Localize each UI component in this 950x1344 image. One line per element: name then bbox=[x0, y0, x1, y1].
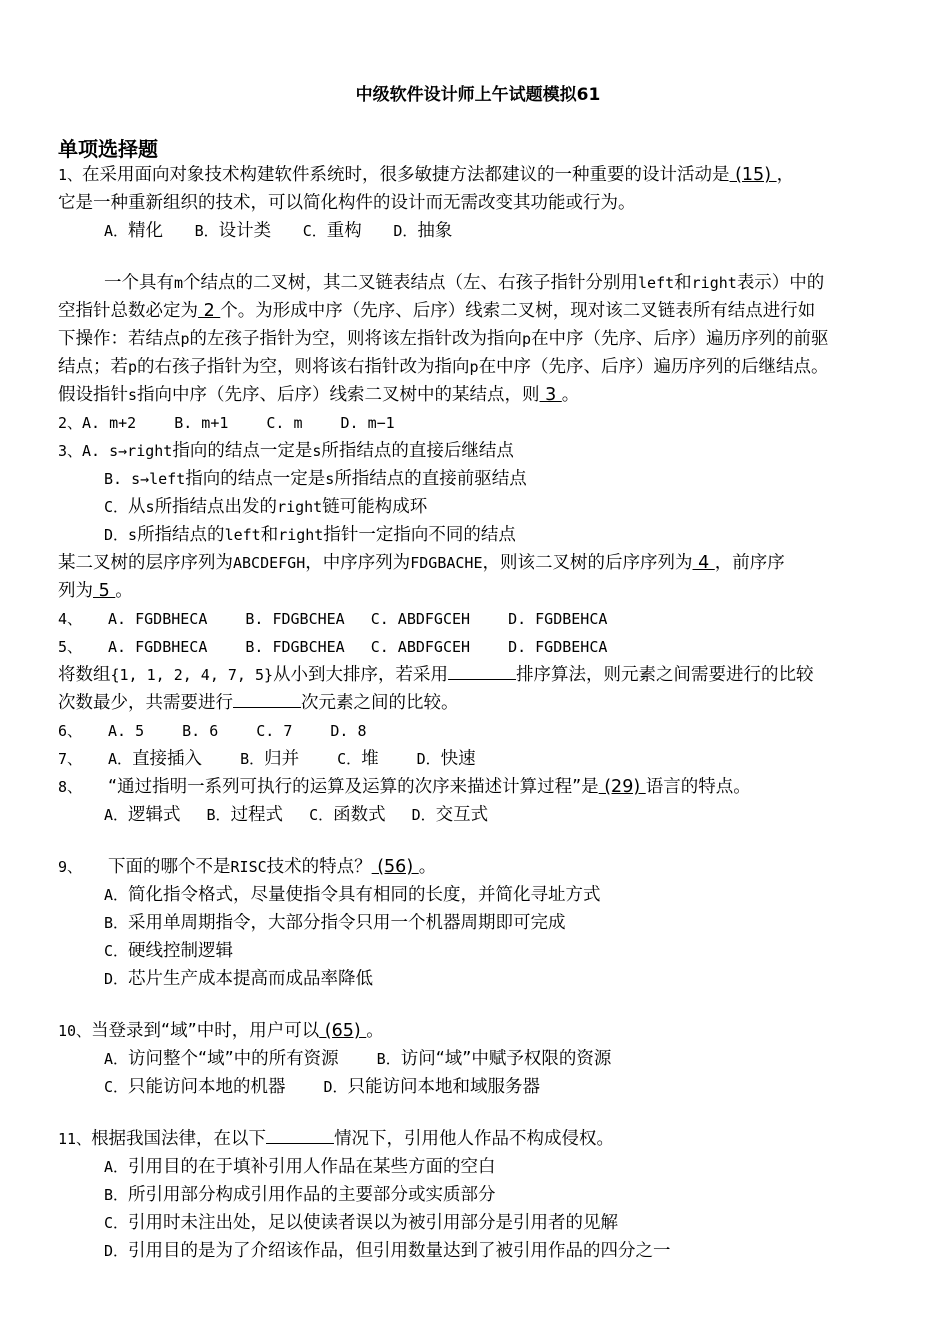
question-11-option-a: A．引用目的在于填补引用人作品在某些方面的空白 bbox=[104, 1157, 496, 1177]
question-3-option-b: B. s→left指向的结点一定是s所指结点的直接前驱结点 bbox=[104, 469, 527, 489]
answer-blank bbox=[266, 1125, 334, 1144]
question-10-options-cd: C．只能访问本地的机器 D．只能访问本地和域服务器 bbox=[104, 1077, 541, 1097]
question-9-option-c: C．硬线控制逻辑 bbox=[104, 941, 234, 961]
question-3-option-c: C．从s所指结点出发的right链可能构成环 bbox=[104, 497, 428, 517]
answer-blank bbox=[233, 689, 301, 708]
answer-blank: (29) bbox=[598, 777, 646, 797]
question-9-option-d: D．芯片生产成本提高而成品率降低 bbox=[104, 969, 374, 989]
question-4-options: 4、 A. FGDBHECA B. FDGBCHEA C. ABDFGCEH D. FGDBEHCA bbox=[58, 610, 608, 628]
answer-blank: (65) bbox=[319, 1021, 367, 1041]
stem-2-line-4: 结点；若p的右孩子指针为空，则将该右指针改为指向p在中序（先序、后序）遍历序列的后继结点。 bbox=[58, 357, 829, 377]
answer-blank bbox=[448, 661, 516, 680]
question-1-options: A．精化 B．设计类 C．重构 D．抽象 bbox=[104, 221, 453, 241]
option-c: 重构 bbox=[326, 221, 362, 241]
question-11-option-b: B．所引用部分构成引用作品的主要部分或实质部分 bbox=[104, 1185, 496, 1205]
question-3-option-a: 3、A. s→right指向的结点一定是s所指结点的直接后继结点 bbox=[58, 441, 514, 461]
question-11: 11、根据我国法律，在以下 情况下，引用他人作品不构成侵权。 bbox=[58, 1125, 898, 1153]
answer-blank: 5 bbox=[93, 581, 116, 601]
option-b: 设计类 bbox=[218, 221, 272, 241]
question-9: 9、 下面的哪个不是RISC技术的特点？ (56) 。 bbox=[58, 857, 437, 877]
question-10: 10、当登录到“域”中时，用户可以 (65) 。 bbox=[58, 1021, 384, 1041]
stem-2-line-1: 一个具有m个结点的二叉树，其二叉链表结点（左、右孩子指针分别用left和right表示）中的 bbox=[104, 273, 825, 293]
stem-2-line-5: 假设指针s指向中序（先序、后序）线索二叉树中的某结点，则 3 。 bbox=[58, 385, 580, 405]
option-d: 抽象 bbox=[417, 221, 453, 241]
stem-6-line-2: 次数最少，共需要进行 次元素之间的比较。 bbox=[58, 689, 898, 717]
question-11-option-c: C．引用时未注出处，足以使读者误以为被引用部分是引用者的见解 bbox=[104, 1213, 619, 1233]
stem-6-line-1: 将数组{1, 1, 2, 4, 7, 5}从小到大排序，若采用 排序算法，则元素之间需要进行的比较 bbox=[58, 661, 898, 689]
answer-blank: (56) bbox=[371, 857, 419, 877]
question-8-options: A．逻辑式 B．过程式 C．函数式 D．交互式 bbox=[104, 805, 489, 825]
document-page bbox=[58, 70, 898, 1265]
answer-blank: 2 bbox=[198, 301, 221, 321]
question-9-option-a: A．简化指令格式，尽量使指令具有相同的长度，并简化寻址方式 bbox=[104, 885, 601, 905]
stem-2-line-2: 空指针总数必定为 2 个。为形成中序（先序、后序）线索二叉树，现对该二叉链表所有结点进行如 bbox=[58, 301, 816, 321]
answer-blank: (15) bbox=[729, 165, 777, 185]
question-1-line-2: 它是一种重新组织的技术，可以简化构件的设计而无需改变其功能或行为。 bbox=[58, 193, 636, 213]
question-10-options-ab: A．访问整个“域”中的所有资源 B．访问“域”中赋予权限的资源 bbox=[104, 1049, 612, 1069]
question-7-options: 7、 A．直接插入 B．归并 C．堆 D．快速 bbox=[58, 749, 476, 769]
question-number: 1、 bbox=[58, 166, 83, 184]
stem-2-line-3: 下操作：若结点p的左孩子指针为空，则将该左指针改为指向p在中序（先序、后序）遍历序列的前驱 bbox=[58, 329, 829, 349]
question-11-option-d: D．引用目的是为了介绍该作品，但引用数量达到了被引用作品的四分之一 bbox=[104, 1241, 671, 1261]
question-1: 1、在采用面向对象技术构建软件系统时，很多敏捷方法都建议的一种重要的设计活动是 (15) ， bbox=[58, 165, 795, 185]
answer-blank: 3 bbox=[539, 385, 562, 405]
question-9-option-b: B．采用单周期指令，大部分指令只用一个机器周期即可完成 bbox=[104, 913, 566, 933]
question-6-options: 6、 A. 5 B. 6 C. 7 D. 8 bbox=[58, 722, 367, 740]
section-heading: 单项选择题 bbox=[58, 137, 158, 161]
page-title: 中级软件设计师上午试题模拟61 bbox=[355, 85, 601, 105]
stem-4-line-2: 列为 5 。 bbox=[58, 581, 133, 601]
stem-4-line-1: 某二叉树的层序序列为ABCDEFGH，中序序列为FDGBACHE，则该二叉树的后序序列为 4 ，前序序 bbox=[58, 553, 785, 573]
question-5-options: 5、 A. FGDBHECA B. FDGBCHEA C. ABDFGCEH D. FGDBEHCA bbox=[58, 638, 608, 656]
question-8: 8、 “通过指明一系列可执行的运算及运算的次序来描述计算过程”是 (29) 语言的特点。 bbox=[58, 777, 751, 797]
answer-blank: 4 bbox=[692, 553, 715, 573]
question-2-options: 2、A. m+2 B. m+1 C. m D. m−1 bbox=[58, 414, 395, 432]
question-3-option-d: D．s所指结点的left和right指针一定指向不同的结点 bbox=[104, 525, 516, 545]
option-a: 精化 bbox=[128, 221, 164, 241]
